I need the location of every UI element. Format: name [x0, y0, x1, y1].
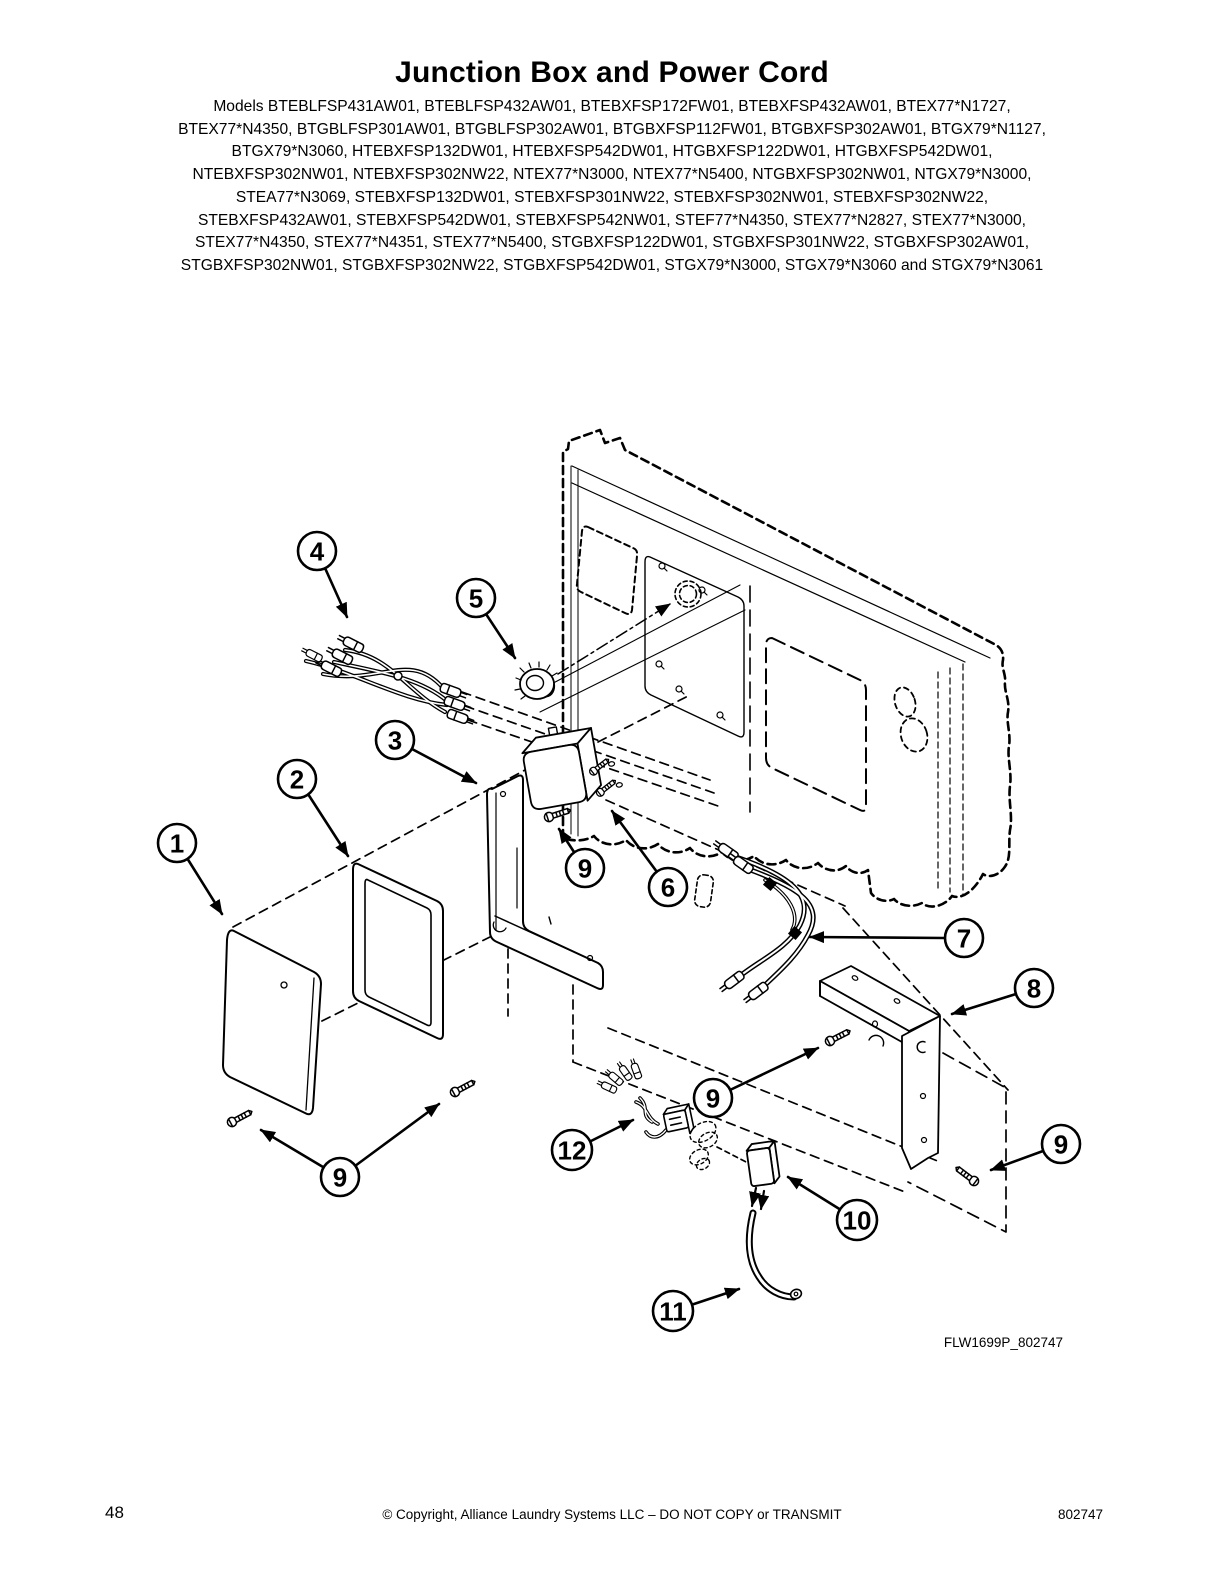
svg-text:9: 9: [1053, 1129, 1069, 1160]
callout-9b: [261, 1104, 439, 1196]
explosion-guide-lines: [228, 585, 1008, 1232]
svg-text:8: 8: [1026, 973, 1042, 1004]
svg-text:1: 1: [169, 828, 185, 859]
part-5-strain-relief: [515, 662, 558, 700]
part-12-harness-connector: [596, 1058, 694, 1138]
svg-text:11: 11: [659, 1296, 687, 1327]
svg-text:6: 6: [660, 872, 676, 903]
model-line: Models BTEBLFSP431AW01, BTEBLFSP432AW01, BTEBXFSP172FW01, BTEBXFSP432AW01, BTEX77*N1727,: [213, 98, 1011, 115]
callout-5: [457, 579, 515, 658]
part-2-gasket: [353, 864, 443, 1039]
figure-code: FLW1699P_802747: [943, 1335, 1063, 1350]
svg-text:4: 4: [309, 536, 325, 567]
callout-12: [552, 1120, 633, 1170]
model-line: BTGX79*N3060, HTEBXFSP132DW01, HTEBXFSP542DW01, HTGBXFSP122DW01, HTGBXFSP542DW01,: [231, 143, 993, 161]
model-line: STEX77*N4350, STEX77*N4351, STEX77*N5400, STGBXFSP122DW01, STGBXFSP301NW22, STGBXFSP302AW01,: [194, 234, 1030, 252]
callout-9d: [991, 1125, 1080, 1170]
model-line: BTEX77*N4350, BTGBLFSP301AW01, BTGBLFSP302AW01, BTGBXFSP112FW01, BTGBXFSP302AW01, BTGX79*N1127,: [178, 120, 1046, 138]
page-title: Junction Box and Power Cord: [395, 56, 829, 89]
part-7-wire-harness: [712, 839, 813, 1005]
callout-2: [278, 760, 348, 856]
page-number: 48: [105, 1503, 124, 1522]
part-1-cover: [223, 930, 321, 1114]
document-number: 802747: [1057, 1507, 1103, 1522]
model-line: NTEBXFSP302NW01, NTEBXFSP302NW22, NTEX77*N3000, NTEX77*N5400, NTGBXFSP302NW01, NTGX79*N3000,: [192, 166, 1032, 184]
screw-9d: [953, 1164, 980, 1188]
screw-9b-right: [449, 1077, 477, 1098]
callout-4: [298, 532, 347, 617]
callout-9c: [694, 1048, 818, 1117]
svg-text:5: 5: [468, 583, 484, 614]
junction-box: [519, 717, 624, 810]
power-cord-hole: [675, 581, 701, 607]
grommet-centerline: [558, 604, 670, 674]
model-line: STEA77*N3069, STEBXFSP132DW01, STEBXFSP301NW22, STEBXFSP302NW01, STEBXFSP302NW22,: [235, 188, 989, 206]
svg-text:10: 10: [842, 1205, 872, 1236]
part-4-wire-harness: [301, 633, 475, 726]
callout-7: [810, 919, 983, 957]
callout-8: [952, 969, 1053, 1014]
svg-text:2: 2: [289, 764, 305, 795]
copyright-text: © Copyright, Alliance Laundry Systems LLC – DO NOT COPY or TRANSMIT: [382, 1507, 842, 1522]
callout-3: [376, 721, 476, 783]
part-10-insulator-block: [746, 1141, 781, 1187]
svg-text:9: 9: [577, 853, 593, 884]
callout-1: [158, 824, 222, 914]
svg-text:3: 3: [387, 725, 403, 756]
screw-9b-left: [226, 1107, 254, 1128]
svg-text:9: 9: [705, 1083, 721, 1114]
svg-text:9: 9: [332, 1162, 348, 1193]
callout-6: [612, 811, 687, 906]
callout-11: [653, 1289, 739, 1331]
screw-9c: [824, 1027, 852, 1048]
model-line: STEBXFSP432AW01, STEBXFSP542DW01, STEBXFSP542NW01, STEF77*N4350, STEX77*N2827, STEX77*N3000,: [197, 211, 1026, 229]
callout-10: [788, 1177, 877, 1240]
keyhole-slot: [891, 685, 932, 756]
part-11-power-cord: [749, 1188, 803, 1300]
model-line: STGBXFSP302NW01, STGBXFSP302NW22, STGBXFSP542DW01, STGX79*N3000, STGX79*N3060 and STGX79*N3061: [180, 256, 1044, 274]
svg-text:7: 7: [956, 923, 972, 954]
svg-text:12: 12: [557, 1135, 587, 1166]
